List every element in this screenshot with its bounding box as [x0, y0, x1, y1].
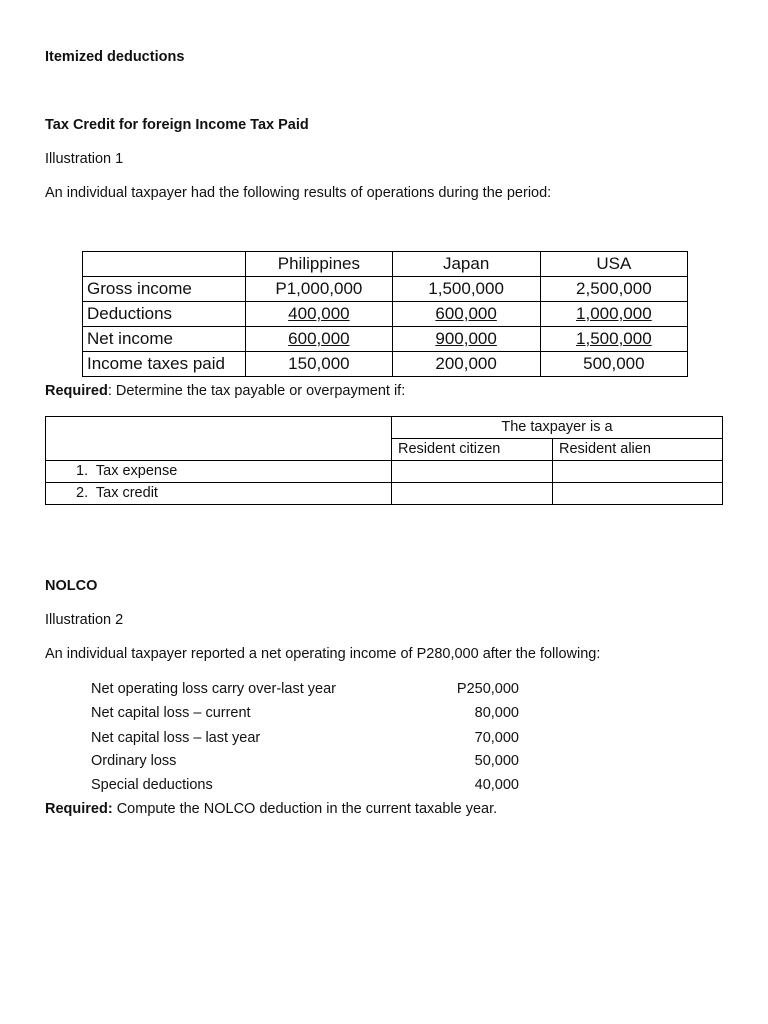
- required-label: Required: [45, 383, 108, 399]
- column-header-japan: Japan: [392, 252, 540, 277]
- cell-value: 1,000,000: [576, 304, 652, 323]
- table-row: [46, 483, 723, 505]
- table-corner-cell: [83, 252, 246, 277]
- answer-table: [45, 416, 723, 505]
- table-row: [46, 461, 723, 483]
- nolco-item-amount: 80,000: [474, 705, 519, 721]
- list-item: [91, 681, 519, 697]
- answer-cell: [392, 461, 553, 483]
- illustration-1-intro: An individual taxpayer had the following results of operations during the period:: [45, 185, 552, 201]
- column-header-resident-citizen: Resident citizen: [392, 439, 553, 461]
- answer-group-header: The taxpayer is a: [392, 417, 723, 439]
- row-label-net-income: Net income: [83, 327, 246, 352]
- table-row: [83, 302, 688, 327]
- cell-value: 200,000: [392, 352, 540, 377]
- illustration-1-label: Illustration 1: [45, 151, 124, 167]
- cell-value: 150,000: [246, 352, 392, 377]
- nolco-item-label: Net capital loss – last year: [91, 730, 261, 746]
- list-item: [91, 753, 519, 769]
- answer-table-group-row: [46, 417, 723, 439]
- required-text: Compute the NOLCO deduction in the current taxable year.: [112, 801, 498, 817]
- section-title-nolco: NOLCO: [45, 578, 98, 594]
- answer-cell: [553, 483, 723, 505]
- cell-value: 400,000: [288, 304, 350, 323]
- nolco-item-label: Special deductions: [91, 777, 213, 793]
- required-text: : Determine the tax payable or overpayment if:: [107, 383, 406, 399]
- required-2: [45, 801, 497, 817]
- required-label: Required:: [45, 801, 113, 817]
- nolco-item-label: Net operating loss carry over-last year: [91, 681, 336, 697]
- table-row: [83, 277, 688, 302]
- answer-item-tax-credit: 2. Tax credit: [46, 483, 392, 505]
- cell-value: 600,000: [288, 329, 350, 348]
- column-header-usa: USA: [540, 252, 687, 277]
- nolco-item-label: Net capital loss – current: [91, 705, 251, 721]
- answer-cell: [392, 483, 553, 505]
- cell-value: 1,500,000: [392, 277, 540, 302]
- nolco-item-amount: 50,000: [474, 753, 519, 769]
- illustration-2-intro: An individual taxpayer reported a net operating income of P280,000 after the following:: [45, 646, 601, 662]
- required-1: [45, 383, 405, 399]
- illustration-2-label: Illustration 2: [45, 612, 124, 628]
- row-label-income-taxes-paid: Income taxes paid: [83, 352, 246, 377]
- nolco-item-amount: 70,000: [474, 730, 519, 746]
- cell-value: P1,000,000: [246, 277, 392, 302]
- section-title-tax-credit: Tax Credit for foreign Income Tax Paid: [45, 117, 309, 133]
- list-item: [91, 705, 519, 721]
- nolco-item-amount: P250,000: [456, 681, 519, 697]
- answer-item-tax-expense: 1. Tax expense: [46, 461, 392, 483]
- table-row: [83, 327, 688, 352]
- nolco-item-amount: 40,000: [474, 777, 519, 793]
- table-header-row: [83, 252, 688, 277]
- nolco-item-label: Ordinary loss: [91, 753, 177, 769]
- list-item: [91, 777, 519, 793]
- answer-table-corner: [46, 417, 392, 461]
- table-row: [83, 352, 688, 377]
- operations-table: [82, 251, 688, 377]
- answer-cell: [553, 461, 723, 483]
- column-header-philippines: Philippines: [246, 252, 392, 277]
- cell-value: 500,000: [540, 352, 687, 377]
- cell-value: 900,000: [435, 329, 497, 348]
- list-item: [91, 730, 519, 746]
- page-heading: Itemized deductions: [45, 49, 185, 65]
- cell-value: 600,000: [435, 304, 497, 323]
- row-label-deductions: Deductions: [83, 302, 246, 327]
- row-label-gross-income: Gross income: [83, 277, 246, 302]
- cell-value: 2,500,000: [540, 277, 687, 302]
- cell-value: 1,500,000: [576, 329, 652, 348]
- column-header-resident-alien: Resident alien: [553, 439, 723, 461]
